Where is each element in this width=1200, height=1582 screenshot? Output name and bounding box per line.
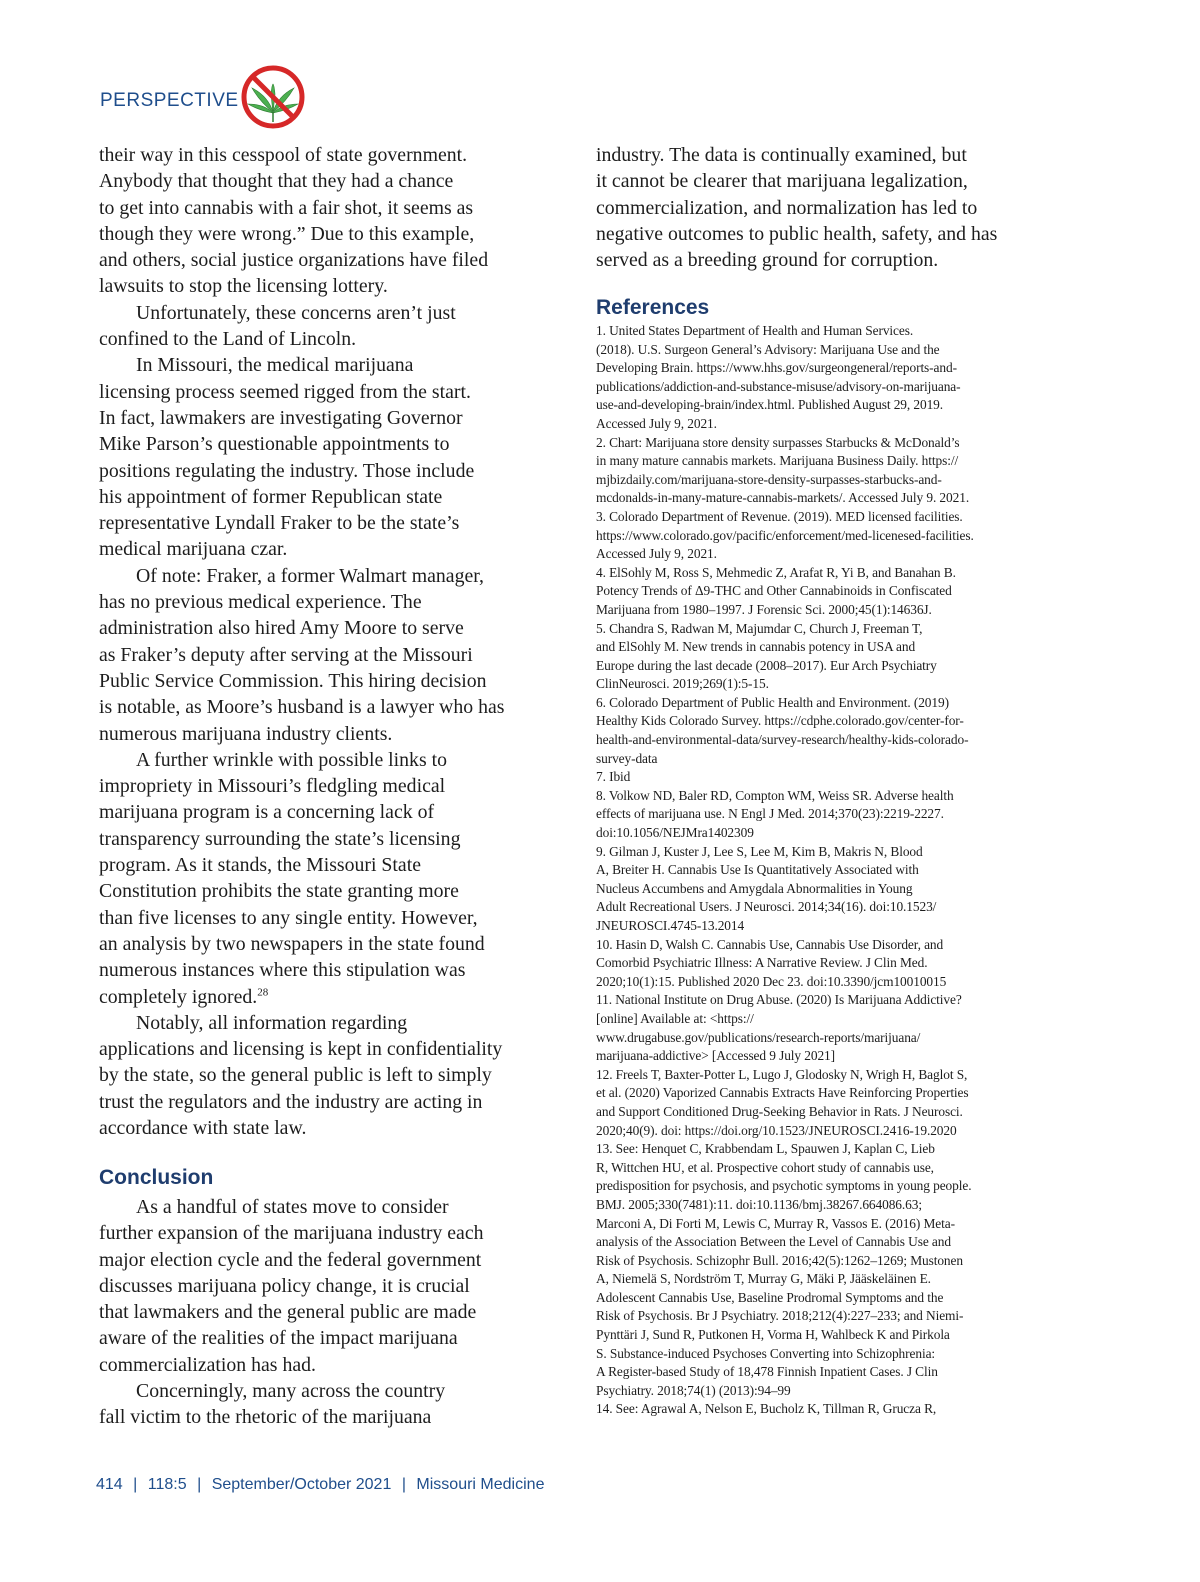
text-line-content: Notably, all information regarding	[136, 1011, 408, 1034]
text-line	[99, 905, 559, 931]
text-line-content: licensing process seemed rigged from the start.	[99, 380, 471, 403]
paragraph	[99, 1010, 559, 1141]
reference-item	[596, 434, 1041, 508]
reference-line: 14. See: Agrawal A, Nelson E, Bucholz K, Tillman R, Grucza R,	[596, 1401, 937, 1417]
no-marijuana-icon	[238, 64, 308, 130]
text-line-content: program. As it stands, the Missouri State	[99, 854, 421, 877]
text-line	[99, 142, 559, 168]
text-line	[99, 1352, 559, 1378]
text-line-content: Public Service Commission. This hiring decision	[99, 669, 487, 692]
text-line-content: and others, social justice organizations have filed	[99, 249, 489, 272]
reference-line: and Support Conditioned Drug-Seeking Behavior in Rats. J Neurosci.	[596, 1103, 963, 1119]
text-line	[99, 458, 559, 484]
reference-item	[596, 508, 1041, 564]
text-line-content: Concerningly, many across the country	[136, 1380, 446, 1403]
text-line	[99, 852, 559, 878]
text-line-content: numerous instances where this stipulation was	[99, 959, 466, 982]
text-line-content: as Fraker’s deputy after serving at the Missouri	[99, 643, 473, 666]
text-line	[99, 405, 559, 431]
reference-line: 11. National Institute on Drug Abuse. (2020) Is Marijuana Addictive?	[596, 992, 962, 1008]
reference-line: Potency Trends of Δ9-THC and Other Cannabinoids in Confiscated	[596, 583, 952, 599]
text-line-content: aware of the realities of the impact marijuana	[99, 1327, 458, 1350]
paragraph	[99, 563, 559, 747]
text-line	[99, 642, 559, 668]
reference-item	[596, 694, 1041, 768]
text-line-content: negative outcomes to public health, safety, and has	[596, 222, 998, 245]
journal-name: Missouri Medicine	[416, 1476, 545, 1493]
reference-line: https://www.colorado.gov/pacific/enforcement/med-licenesed-facilities.	[596, 527, 974, 543]
text-line	[99, 1273, 559, 1299]
text-line-content: by the state, so the general public is left to simply	[99, 1064, 492, 1087]
issue-date: September/October 2021	[211, 1476, 392, 1493]
text-line	[99, 957, 559, 983]
footer-separator: |	[197, 1476, 202, 1493]
page-footer	[96, 1476, 544, 1494]
text-line	[99, 1220, 559, 1246]
text-line-content: A further wrinkle with possible links to	[136, 748, 447, 771]
reference-line: Nucleus Accumbens and Amygdala Abnormalities in Young	[596, 880, 913, 896]
text-line	[99, 221, 559, 247]
reference-line: R, Wittchen HU, et al. Prospective cohort study of cannabis use,	[596, 1159, 934, 1175]
page-number: 414	[96, 1476, 123, 1493]
reference-line: health-and-environmental-data/survey-research/healthy-kids-colorado-	[596, 732, 969, 748]
paragraph	[99, 1194, 559, 1378]
text-line	[99, 721, 559, 747]
reference-item	[596, 1140, 1041, 1400]
text-line-content: fall victim to the rhetoric of the marijuana	[99, 1406, 432, 1429]
text-line-content: positions regulating the industry. Those include	[99, 459, 475, 482]
paragraph	[99, 352, 559, 562]
reference-line: 7. Ibid	[596, 769, 631, 785]
text-line-content: In Missouri, the medical marijuana	[136, 354, 414, 377]
text-line	[99, 247, 559, 273]
text-line	[596, 247, 1046, 273]
reference-line: effects of marijuana use. N Engl J Med. 2014;370(23):2219-2227.	[596, 806, 944, 822]
reference-line: BMJ. 2005;330(7481):11. doi:10.1136/bmj.38267.664086.63;	[596, 1196, 922, 1212]
text-line-content: confined to the Land of Lincoln.	[99, 328, 357, 351]
reference-line: 4. ElSohly M, Ross S, Mehmedic Z, Arafat R, Yi B, and Banahan B.	[596, 564, 956, 580]
text-line	[99, 589, 559, 615]
text-line-content: numerous marijuana industry clients.	[99, 722, 393, 745]
text-line	[99, 694, 559, 720]
reference-line: 2. Chart: Marijuana store density surpasses Starbucks & McDonald’s	[596, 434, 960, 450]
reference-line: A, Breiter H. Cannabis Use Is Quantitatively Associated with	[596, 862, 919, 878]
text-line-content: completely ignored.	[99, 985, 258, 1008]
text-line	[99, 799, 559, 825]
paragraph	[596, 142, 1046, 273]
text-line	[99, 747, 559, 773]
reference-line: 9. Gilman J, Kuster J, Lee S, Lee M, Kim B, Makris N, Blood	[596, 843, 923, 859]
reference-line: survey-data	[596, 750, 658, 766]
reference-line: mjbizdaily.com/marijuana-store-density-surpasses-starbucks-and-	[596, 471, 942, 487]
reference-item	[596, 991, 1041, 1065]
reference-line: A, Niemelä S, Nordström T, Murray G, Mäki P, Jääskeläinen E.	[596, 1271, 931, 1287]
text-line-content: an analysis by two newspapers in the state found	[99, 932, 485, 955]
reference-line: 2020;10(1):15. Published 2020 Dec 23. doi:10.3390/jcm10010015	[596, 973, 947, 989]
text-line-content: served as a breeding ground for corruption.	[596, 249, 939, 272]
reference-line: ClinNeurosci. 2019;269(1):5-15.	[596, 676, 769, 692]
text-line-content: accordance with state law.	[99, 1116, 307, 1139]
text-line	[99, 1115, 559, 1141]
text-line	[99, 1378, 559, 1404]
reference-line: 5. Chandra S, Radwan M, Majumdar C, Church J, Freeman T,	[596, 620, 923, 636]
text-line	[99, 1062, 559, 1088]
text-line	[99, 668, 559, 694]
text-line	[99, 931, 559, 957]
text-line-content: to get into cannabis with a fair shot, it seems as	[99, 196, 474, 219]
text-line-content: As a handful of states move to consider	[136, 1196, 449, 1218]
text-line	[99, 1010, 559, 1036]
text-line-content: is notable, as Moore’s husband is a lawyer who has	[99, 696, 505, 719]
text-line	[99, 510, 559, 536]
text-line	[99, 878, 559, 904]
reference-line: Marconi A, Di Forti M, Lewis C, Murray R, Vassos E. (2016) Meta-	[596, 1215, 955, 1231]
text-line-content: administration also hired Amy Moore to serve	[99, 617, 464, 640]
reference-line: Europe during the last decade (2008–2017). Eur Arch Psychiatry	[596, 657, 937, 673]
text-line	[99, 773, 559, 799]
reference-line: Comorbid Psychiatric Illness: A Narrative Review. J Clin Med.	[596, 955, 928, 971]
text-line	[596, 221, 1046, 247]
section-label: PERSPECTIVE	[100, 90, 239, 111]
reference-line: mcdonalds-in-many-mature-cannabis-markets/. Accessed July 9. 2021.	[596, 490, 970, 506]
footer-separator: |	[401, 1476, 406, 1493]
reference-line: 12. Freels T, Baxter-Potter L, Lugo J, Glodosky N, Wrigh H, Baglot S,	[596, 1066, 968, 1082]
reference-line: publications/addiction-and-substance-misuse/advisory-on-marijuana-	[596, 378, 961, 394]
text-line	[99, 1299, 559, 1325]
text-line	[99, 984, 559, 1010]
paragraph	[99, 747, 559, 1010]
reference-line: Risk of Psychosis. Br J Psychiatry. 2018;212(4):227–233; and Niemi-	[596, 1308, 964, 1324]
text-line-content: commercialization has had.	[99, 1353, 316, 1376]
left-column	[99, 142, 559, 1141]
text-line	[99, 826, 559, 852]
reference-line: 1. United States Department of Health and Human Services.	[596, 323, 914, 338]
text-line	[99, 326, 559, 352]
reference-line: [online] Available at: <https://	[596, 1010, 754, 1026]
reference-item	[596, 768, 1041, 787]
reference-line: S. Substance-induced Psychoses Converting into Schizophrenia:	[596, 1345, 936, 1361]
right-column	[596, 142, 1046, 273]
text-line	[99, 1404, 559, 1430]
text-line-content: industry. The data is continually examined, but	[596, 144, 967, 166]
reference-item	[596, 1066, 1041, 1140]
reference-line: in many mature cannabis markets. Marijuana Business Daily. https://	[596, 453, 959, 469]
text-line	[99, 1194, 559, 1220]
text-line	[99, 484, 559, 510]
reference-line: Adolescent Cannabis Use, Baseline Prodromal Symptoms and the	[596, 1289, 944, 1305]
references-heading: References	[596, 296, 710, 319]
paragraph	[99, 300, 559, 353]
reference-line: 8. Volkow ND, Baler RD, Compton WM, Weiss SR. Adverse health	[596, 787, 954, 803]
reference-line: predisposition for psychosis, and psychotic symptoms in young people.	[596, 1178, 972, 1194]
reference-line: and ElSohly M. New trends in cannabis potency in USA and	[596, 639, 916, 655]
reference-line: Adult Recreational Users. J Neurosci. 2014;34(16). doi:10.1523/	[596, 899, 937, 915]
text-line-content: impropriety in Missouri’s fledgling medical	[99, 775, 446, 798]
text-line-content: Anybody that thought that they had a chance	[99, 170, 454, 193]
text-line	[99, 1036, 559, 1062]
text-line-content: representative Lyndall Fraker to be the state’s	[99, 512, 460, 535]
reference-line: 13. See: Henquet C, Krabbendam L, Spauwen J, Kaplan C, Lieb	[596, 1141, 935, 1157]
reference-line: 6. Colorado Department of Public Health and Environment. (2019)	[596, 694, 949, 710]
reference-line: www.drugabuse.gov/publications/research-reports/marijuana/	[596, 1029, 921, 1045]
text-line-content: though they were wrong.” Due to this example,	[99, 222, 475, 245]
text-line	[596, 168, 1046, 194]
reference-line: 3. Colorado Department of Revenue. (2019). MED licensed facilities.	[596, 508, 963, 524]
reference-line: Developing Brain. https://www.hhs.gov/surgeongeneral/reports-and-	[596, 360, 957, 376]
conclusion-heading: Conclusion	[99, 1166, 214, 1189]
footnote-ref: 28	[257, 985, 269, 998]
text-line-content: further expansion of the marijuana industry each	[99, 1222, 484, 1245]
reference-line: Psychiatry. 2018;74(1) (2013):94–99	[596, 1382, 791, 1398]
text-line	[99, 168, 559, 194]
reference-line: et al. (2020) Vaporized Cannabis Extracts Have Reinforcing Properties	[596, 1085, 969, 1101]
text-line-content: trust the regulators and the industry are acting in	[99, 1090, 483, 1113]
reference-item	[596, 843, 1041, 936]
text-line	[99, 1325, 559, 1351]
text-line-content: Mike Parson’s questionable appointments to	[99, 433, 450, 456]
text-line-content: than five licenses to any single entity. However,	[99, 906, 478, 929]
reference-line: 2020;40(9). doi: https://doi.org/10.1523/JNEUROSCI.2416-19.2020	[596, 1122, 957, 1138]
reference-line: Marijuana from 1980–1997. J Forensic Sci. 2000;45(1):14636J.	[596, 601, 932, 617]
text-line-content: that lawmakers and the general public are made	[99, 1301, 477, 1324]
text-line-content: applications and licensing is kept in confidentiality	[99, 1038, 503, 1061]
text-line-content: Constitution prohibits the state granting more	[99, 880, 459, 903]
issue-number: 118:5	[147, 1476, 187, 1493]
text-line	[99, 1247, 559, 1273]
references-list	[596, 322, 1041, 1419]
reference-item	[596, 564, 1041, 620]
text-line	[99, 1089, 559, 1115]
text-line	[99, 431, 559, 457]
text-line	[99, 615, 559, 641]
text-line	[99, 379, 559, 405]
conclusion-body	[99, 1194, 559, 1431]
reference-line: analysis of the Association Between the Level of Cannabis Use and	[596, 1234, 951, 1250]
reference-line: A Register-based Study of 18,478 Finnish Inpatient Cases. J Clin	[596, 1364, 938, 1380]
text-line	[99, 536, 559, 562]
reference-item	[596, 620, 1041, 694]
text-line-content: medical marijuana czar.	[99, 538, 288, 561]
text-line	[99, 195, 559, 221]
reference-item	[596, 787, 1041, 843]
footer-separator: |	[133, 1476, 138, 1493]
reference-line: use-and-developing-brain/index.html. Published August 29, 2019.	[596, 397, 944, 413]
paragraph	[99, 142, 559, 300]
text-line	[99, 352, 559, 378]
reference-line: Risk of Psychosis. Schizophr Bull. 2016;42(5):1262–1269; Mustonen	[596, 1252, 963, 1268]
text-line-content: discusses marijuana policy change, it is crucial	[99, 1274, 470, 1297]
text-line-content: marijuana program is a concerning lack of	[99, 801, 435, 824]
reference-line: JNEUROSCI.4745-13.2014	[596, 918, 745, 933]
text-line-content: In fact, lawmakers are investigating Governor	[99, 406, 463, 429]
text-line-content: their way in this cesspool of state government.	[99, 144, 468, 166]
reference-line: (2018). U.S. Surgeon General’s Advisory: Marijuana Use and the	[596, 341, 940, 357]
text-line-content: lawsuits to stop the licensing lottery.	[99, 275, 388, 298]
paragraph	[99, 1378, 559, 1431]
text-line	[596, 195, 1046, 221]
reference-line: 10. Hasin D, Walsh C. Cannabis Use, Cannabis Use Disorder, and	[596, 936, 944, 952]
text-line	[99, 273, 559, 299]
reference-line: doi:10.1056/NEJMra1402309	[596, 825, 754, 841]
text-line	[596, 142, 1046, 168]
text-line-content: major election cycle and the federal government	[99, 1248, 482, 1271]
text-line-content: has no previous medical experience. The	[99, 591, 422, 614]
reference-item	[596, 1400, 1041, 1419]
text-line-content: his appointment of former Republican state	[99, 485, 443, 508]
reference-line: Healthy Kids Colorado Survey. https://cdphe.colorado.gov/center-for-	[596, 713, 964, 729]
text-line	[99, 300, 559, 326]
reference-line: Accessed July 9, 2021.	[596, 415, 717, 431]
text-line-content: Unfortunately, these concerns aren’t just	[136, 301, 456, 324]
text-line-content: it cannot be clearer that marijuana legalization,	[596, 170, 968, 193]
reference-item	[596, 936, 1041, 992]
text-line-content: Of note: Fraker, a former Walmart manager,	[136, 564, 484, 587]
text-line	[99, 563, 559, 589]
reference-item	[596, 322, 1041, 434]
reference-line: Pynttäri J, Sund R, Putkonen H, Vorma H, Wahlbeck K and Pirkola	[596, 1327, 950, 1343]
text-line-content: commercialization, and normalization has led to	[596, 196, 978, 219]
reference-line: Accessed July 9, 2021.	[596, 546, 717, 562]
reference-line: marijuana-addictive> [Accessed 9 July 2021]	[596, 1048, 835, 1064]
text-line-content: transparency surrounding the state’s licensing	[99, 827, 461, 850]
